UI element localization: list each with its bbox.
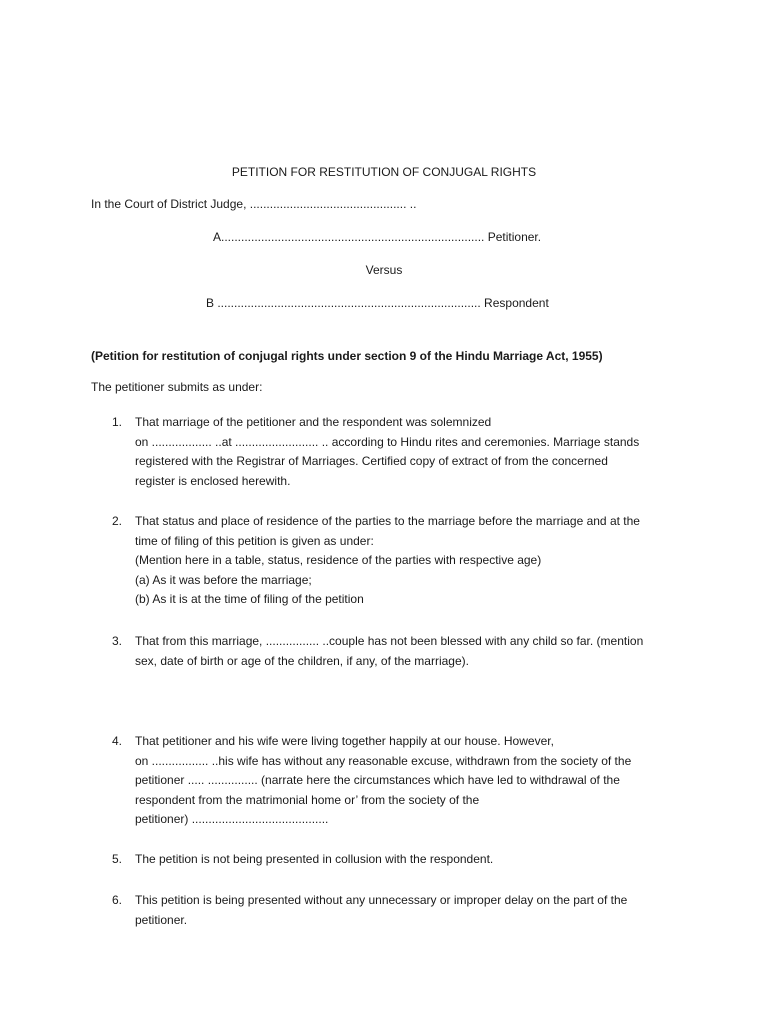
versus-label: Versus <box>365 263 403 277</box>
list-item <box>135 413 680 491</box>
item-line: That status and place of residence of the parties to the marriage before the marriage and at the <box>135 514 640 528</box>
document-title: PETITION FOR RESTITUTION OF CONJUGAL RIGHTS <box>231 165 537 179</box>
court-line: In the Court of District Judge, ............................................... .. <box>91 197 417 211</box>
item-line: petitioner ..... ............... (narrate here the circumstances which have led to withdrawal of the <box>135 773 620 787</box>
item-line: petitioner. <box>135 912 188 927</box>
item-number: 6. <box>112 893 123 907</box>
item-number: 3. <box>112 634 123 648</box>
item-line: That marriage of the petitioner and the respondent was solemnized <box>135 415 492 429</box>
item-number: 4. <box>112 734 123 748</box>
item-line: on ................. ..his wife has without any reasonable excuse, withdrawn from the society of the <box>135 753 632 768</box>
item-line: This petition is being presented without any unnecessary or improper delay on the part of the <box>135 893 628 907</box>
item-line: The petition is not being presented in collusion with the respondent. <box>135 852 494 866</box>
item-line: petitioner) ......................................... <box>135 812 329 826</box>
item-line: sex, date of birth or age of the children, if any, of the marriage). <box>135 653 469 668</box>
item-line: That petitioner and his wife were living together happily at our house. However, <box>135 734 554 748</box>
petitioner-line: A............................................................................... Petitioner. <box>213 230 542 244</box>
list-item <box>135 512 680 610</box>
list-item <box>135 850 680 870</box>
item-line: That from this marriage, ................ ..couple has not been blessed with any child so far. (mention <box>135 634 644 648</box>
list-item <box>135 632 680 671</box>
petition-subtitle: (Petition for restitution of conjugal rights under section 9 of the Hindu Marriage Act, 1955) <box>91 349 603 363</box>
list-item <box>135 891 680 930</box>
item-line: (Mention here in a table, status, residence of the parties with respective age) <box>135 553 542 567</box>
item-line: on .................. ..at ......................... .. according to Hindu rites and ceremonies. Marriage stands <box>135 434 640 449</box>
intro-text: The petitioner submits as under: <box>91 380 263 394</box>
list-item <box>135 732 680 830</box>
item-line: time of filing of this petition is given as under: <box>135 533 374 548</box>
item-number: 5. <box>112 852 123 866</box>
item-line: (a) As it was before the marriage; <box>135 572 312 587</box>
respondent-line: B ............................................................................... Respondent <box>206 296 549 310</box>
item-line: respondent from the matrimonial home or’ from the society of the <box>135 792 480 807</box>
item-line: (b) As it is at the time of filing of the petition <box>135 592 364 606</box>
item-number: 1. <box>112 415 123 429</box>
item-number: 2. <box>112 514 123 528</box>
item-line: register is enclosed herewith. <box>135 473 291 488</box>
item-line: registered with the Registrar of Marriages. Certified copy of extract of from the concerned <box>135 454 608 468</box>
